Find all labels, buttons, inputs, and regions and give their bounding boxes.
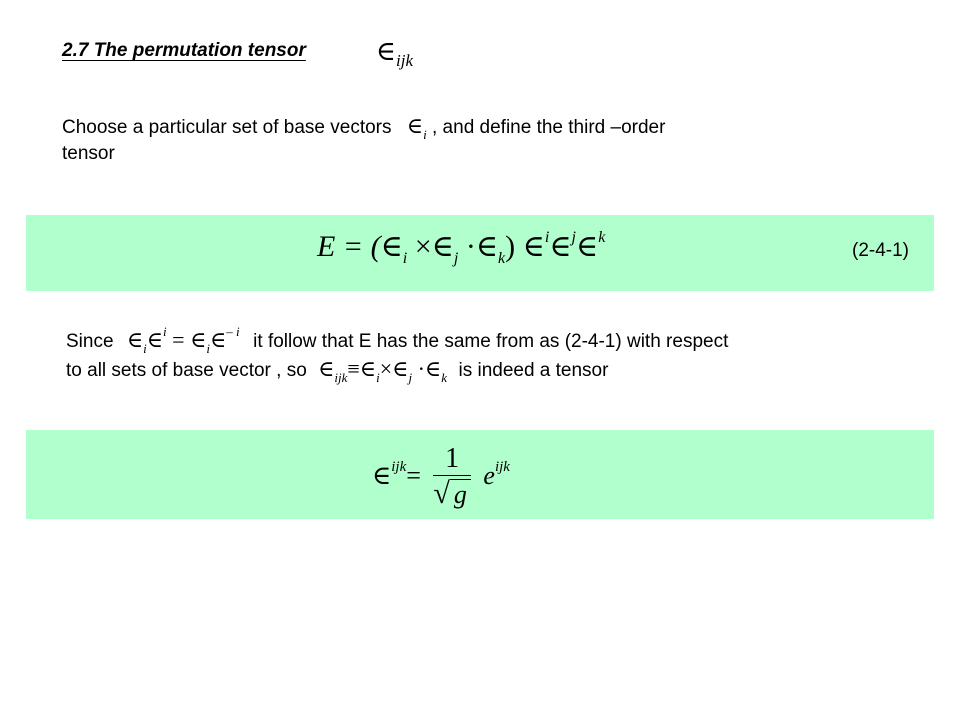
contravariant-permutation-equation: ∈$^{ijk}$= $\frac{1}{√ g}$ $e^{ijk}$ xyxy=(372,443,510,510)
epsilon-definition: $\in_{ijk}\equiv\in_i\times\in_j$ $\cdot\in_k$ xyxy=(318,356,447,385)
since-rest: it follow that E has the same from as (2-4-1) with respect xyxy=(253,331,729,352)
since-word: Since xyxy=(66,331,114,352)
since-line-2-before: to all sets of base vector , so xyxy=(66,360,307,381)
intro-text-after: , and define the third –order xyxy=(432,117,666,138)
intro-text-before: Choose a particular set of base vectors xyxy=(62,117,392,138)
permutation-symbol: $\in_{ijk}$ xyxy=(376,36,413,70)
fraction: $\frac{1}{√ g}$ xyxy=(433,444,470,512)
intro-line-2: tensor xyxy=(62,143,115,164)
since-line-2-after: is indeed a tensor xyxy=(458,360,609,381)
since-identity: $\in_i\in^i$ = $\in_i\in^{- i}$ xyxy=(126,324,240,356)
since-line-1 xyxy=(66,324,728,357)
intro-line-1 xyxy=(62,113,665,143)
equation-2-4-1: $E = (\in_i$ $\times\in_j$ $\cdot\in_k$) ∈$^i$∈$^j$∈$^k$ xyxy=(317,229,606,267)
equation-label: (2-4-1) xyxy=(852,240,910,261)
since-line-2 xyxy=(66,356,608,386)
section-title: 2.7 The permutation tensor xyxy=(62,40,306,61)
base-vector-symbol: $\in_i$ xyxy=(406,113,427,142)
